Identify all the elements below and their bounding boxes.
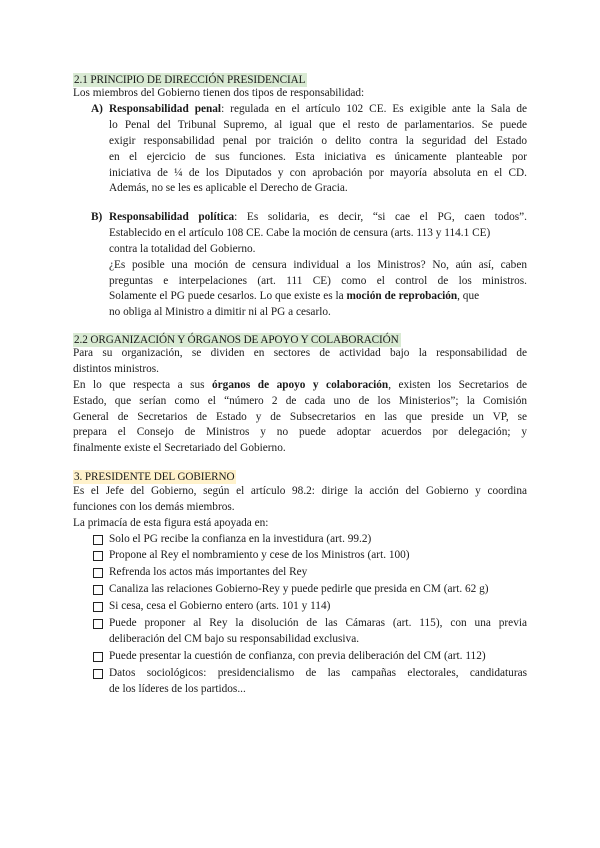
text-line: General de Secretarios de Estado y de Subsecretarios en las que preside un VP, se [73, 410, 527, 423]
text-line: Para su organización, se dividen en sectores de actividad bajo la responsabilidad de [73, 347, 527, 359]
list-marker-b: B) [91, 211, 103, 223]
section-heading-2-1: 2.1 PRINCIPIO DE DIRECCIÓN PRESIDENCIAL [74, 74, 306, 86]
checklist-text: Refrenda los actos más importantes del Rey [109, 566, 308, 578]
checkbox[interactable] [93, 551, 103, 561]
text-line: no obliga al Ministro a dimitir ni al PG a cesarlo. [109, 306, 331, 319]
checkbox[interactable] [93, 669, 103, 679]
text-line: lo Penal del Tribunal Supremo, al igual que el resto de parlamentarios. Se puede [109, 118, 527, 131]
bold-term: moción de reprobación [346, 290, 458, 303]
text-line: contra la totalidad del Gobierno. [109, 242, 256, 255]
checklist-text: Propone al Rey el nombramiento y cese de los Ministros (art. 100) [109, 549, 410, 561]
presidente-paragraph [73, 484, 527, 532]
checklist-text: Si cesa, cesa el Gobierno entero (arts. 101 y 114) [109, 600, 331, 612]
text-line: Estado, que serían como el “número 2 de cada uno de los Ministerios”; la Comisión [73, 394, 527, 407]
paragraph-intro [73, 86, 527, 102]
text-line: prepara el Consejo de Ministros y no puede adoptar acuerdos por delegación; y [73, 426, 527, 439]
checkbox[interactable] [93, 619, 103, 629]
text-line: Los miembros del Gobierno tienen dos tipos de responsabilidad: [73, 87, 365, 99]
checkbox[interactable] [93, 585, 103, 595]
bold-term: Responsabilidad política [109, 211, 235, 223]
text-line: en el ejercicio de sus funciones. Esta iniciativa es únicamente planteable por [109, 150, 527, 163]
bold-term: órganos de apoyo y colaboración [212, 378, 389, 391]
text-line: En lo que respecta a sus órganos de apoyo y colaboración, existen los Secretarios de [73, 378, 527, 391]
text-line: Responsabilidad penal: regulada en el artículo 102 CE. Es exigible ante la Sala de [109, 103, 527, 115]
text-line: Además, no se les es aplicable el Derecho de Gracia. [109, 182, 348, 195]
text-line: Responsabilidad política: Es solidaria, es decir, “si cae el PG, caen todos”. [109, 211, 527, 223]
text-line: distintos ministros. [73, 362, 159, 375]
text-line: Es el Jefe del Gobierno, según el artículo 98.2: dirige la acción del Gobierno y coordina [73, 485, 527, 497]
checkbox[interactable] [93, 535, 103, 545]
text-line: Establecido en el artículo 108 CE. Cabe la moción de censura (arts. 113 y 114.1 CE) [109, 226, 491, 239]
checklist-text: Puede proponer al Rey la disolución de las Cámaras (art. 115), con una previa [109, 617, 527, 629]
text-line: preguntas e interpelaciones (art. 111 CE) como el control de los ministros. [109, 274, 527, 287]
checklist-text: Datos sociológicos: presidencialismo de las campañas electorales, candidaturas [109, 667, 527, 679]
text-line: ¿Es posible una moción de censura individual a los Ministros? No, aún así, caben [109, 258, 527, 271]
text-line: finalmente existe el Secretariado del Gobierno. [73, 442, 286, 455]
checkbox[interactable] [93, 602, 103, 612]
checklist-text: de los líderes de los partidos... [109, 682, 246, 695]
checklist-text: Canaliza las relaciones Gobierno-Rey y puede pedirle que presida en CM (art. 62 g) [109, 583, 489, 595]
text-line: exigir responsabilidad penal por traición o delito contra la seguridad del Estado [109, 134, 527, 147]
section-heading-3: 3. PRESIDENTE DEL GOBIERNO [74, 471, 235, 483]
checklist-text: Puede presentar la cuestión de confianza, con previa deliberación del CM (art. 112) [109, 650, 486, 662]
bold-term: Responsabilidad penal [109, 103, 222, 115]
responsabilidad-penal-block [109, 102, 527, 197]
checklist-text: deliberación del CM bajo su responsabilidad exclusiva. [109, 632, 360, 645]
list-marker-a: A) [91, 103, 103, 115]
checklist-text: Solo el PG recibe la confianza en la investidura (art. 99.2) [109, 533, 372, 545]
text-line: Solamente el PG puede cesarlos. Lo que existe es la moción de reprobación, que [109, 290, 480, 303]
text-line: funciones con los demás miembros. [73, 500, 235, 513]
text-line: iniciativa de ¼ de los Diputados y con aprobación por mayoría absoluta en el CD. [109, 166, 527, 179]
text-line: La primacía de esta figura está apoyada en: [73, 516, 269, 529]
organizacion-paragraph [73, 346, 527, 457]
checkbox[interactable] [93, 652, 103, 662]
responsabilidad-politica-block [109, 210, 527, 321]
section-heading-2-2: 2.2 ORGANIZACIÓN Y ÓRGANOS DE APOYO Y COLABORACIÓN [74, 334, 399, 346]
checkbox[interactable] [93, 568, 103, 578]
